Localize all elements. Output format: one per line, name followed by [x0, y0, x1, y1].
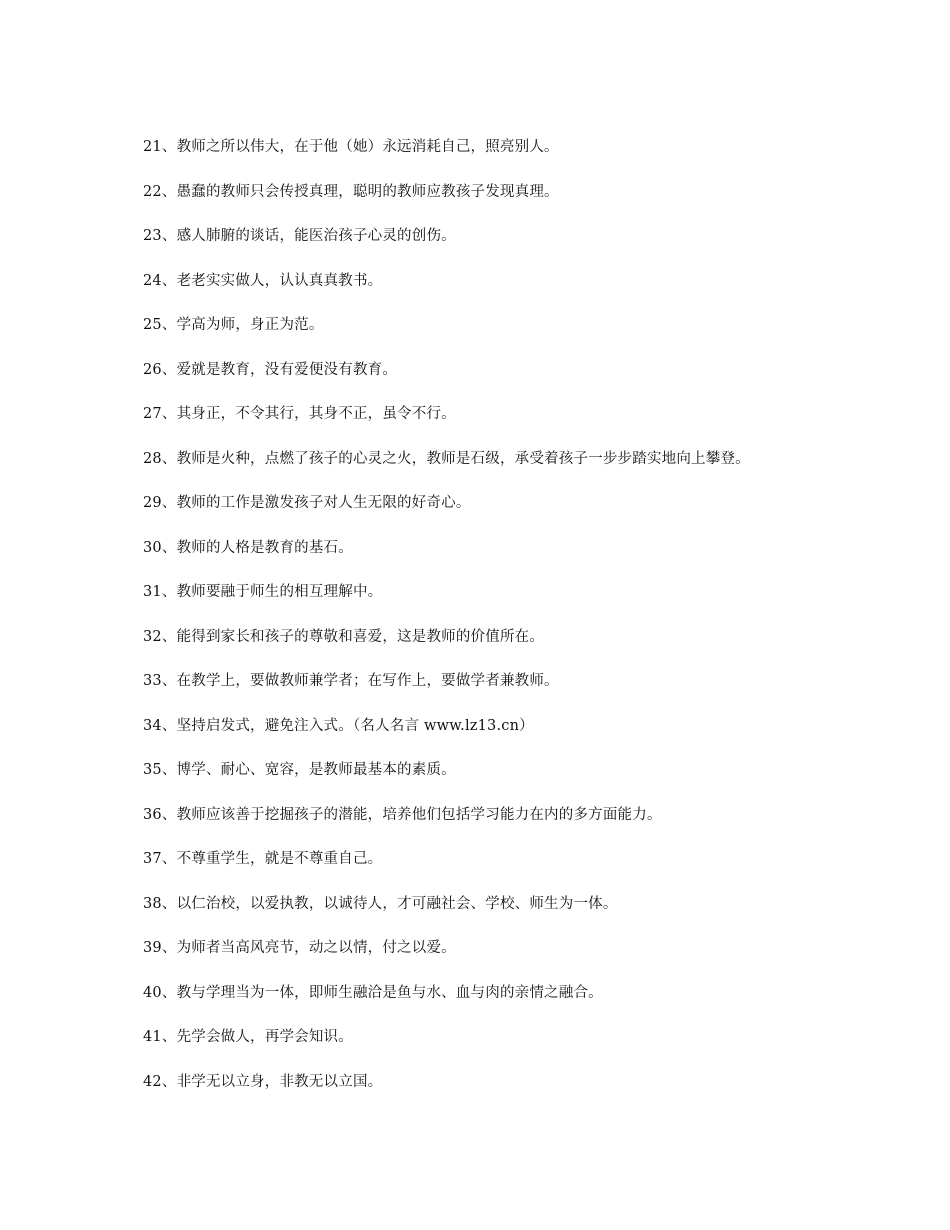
quote-text: 教师是火种，点燃了孩子的心灵之火，教师是石级，承受着孩子一步步踏实地向上攀登。	[176, 450, 750, 467]
quote-item	[143, 1067, 903, 1112]
quote-text: 坚持启发式，避免注入式。（名人名言 www.lz13.cn）	[176, 717, 534, 734]
quote-text: 先学会做人，再学会知识。	[176, 1029, 353, 1045]
quote-text: 博学、耐心、宽容，是教师最基本的素质。	[176, 762, 456, 778]
quote-item	[143, 399, 903, 444]
quote-text: 教师之所以伟大，在于他（她）永远消耗自己，照亮别人。	[176, 139, 559, 155]
quote-number: 25、	[143, 317, 177, 333]
quote-number: 35、	[143, 762, 177, 778]
quote-text: 为师者当高风亮节，动之以情，付之以爱。	[176, 940, 456, 956]
quote-item	[143, 844, 903, 889]
quote-list	[143, 132, 903, 1111]
quote-text: 非学无以立身，非教无以立国。	[176, 1073, 383, 1090]
quote-number: 27、	[143, 406, 177, 422]
quote-number: 32、	[143, 628, 177, 645]
quote-number: 42、	[143, 1073, 177, 1090]
quote-text: 教师的人格是教育的基石。	[176, 539, 353, 556]
quote-number: 37、	[143, 851, 177, 867]
quote-text: 教与学理当为一体，即师生融洽是鱼与水、血与肉的亲情之融合。	[176, 984, 603, 1001]
quote-number: 36、	[143, 806, 177, 823]
quote-number: 38、	[143, 895, 177, 912]
quote-number: 28、	[143, 450, 177, 467]
quote-text: 在教学上，要做教师兼学者；在写作上，要做学者兼教师。	[176, 673, 559, 689]
quote-text: 学高为师，身正为范。	[176, 317, 324, 333]
quote-text: 能得到家长和孩子的尊敬和喜爱，这是教师的价值所在。	[176, 628, 545, 645]
quote-item	[143, 488, 903, 533]
quote-item	[143, 622, 903, 667]
quote-text: 教师要融于师生的相互理解中。	[176, 584, 383, 600]
quote-text: 教师的工作是激发孩子对人生无限的好奇心。	[176, 495, 471, 511]
quote-text: 愚蠢的教师只会传授真理，聪明的教师应教孩子发现真理。	[176, 183, 559, 200]
quote-item	[143, 711, 903, 756]
quote-item	[143, 755, 903, 800]
quote-text: 不尊重学生，就是不尊重自己。	[176, 851, 383, 867]
quote-text: 其身正，不令其行，其身不正，虽令不行。	[176, 406, 456, 422]
quote-number: 24、	[143, 272, 177, 289]
quote-number: 40、	[143, 984, 177, 1001]
quote-item	[143, 444, 903, 489]
quote-item	[143, 978, 903, 1023]
quote-item	[143, 800, 903, 845]
quote-text: 感人肺腑的谈话，能医治孩子心灵的创伤。	[176, 228, 456, 244]
quote-item	[143, 889, 903, 934]
quote-number: 34、	[143, 717, 177, 734]
quote-number: 30、	[143, 539, 177, 556]
quote-item	[143, 177, 903, 222]
quote-number: 23、	[143, 228, 177, 244]
quote-item	[143, 132, 903, 177]
quote-item	[143, 310, 903, 355]
quote-text: 以仁治校，以爱执教，以诚待人，才可融社会、学校、师生为一体。	[176, 895, 618, 912]
quote-number: 22、	[143, 183, 177, 200]
quote-text: 教师应该善于挖掘孩子的潜能，培养他们包括学习能力在内的多方面能力。	[176, 806, 662, 823]
quote-item	[143, 666, 903, 711]
quote-item	[143, 355, 903, 400]
quote-number: 26、	[143, 361, 177, 378]
quote-text: 老老实实做人，认认真真教书。	[176, 272, 383, 289]
quote-number: 41、	[143, 1029, 177, 1045]
quote-number: 33、	[143, 673, 177, 689]
quote-text: 爱就是教育，没有爱便没有教育。	[176, 361, 398, 378]
quote-number: 29、	[143, 495, 177, 511]
quote-number: 31、	[143, 584, 177, 600]
quote-number: 39、	[143, 940, 177, 956]
quote-item	[143, 933, 903, 978]
quote-item	[143, 266, 903, 311]
quote-item	[143, 221, 903, 266]
quote-item	[143, 533, 903, 578]
quote-number: 21、	[143, 139, 177, 155]
quote-item	[143, 1022, 903, 1067]
quote-item	[143, 577, 903, 622]
